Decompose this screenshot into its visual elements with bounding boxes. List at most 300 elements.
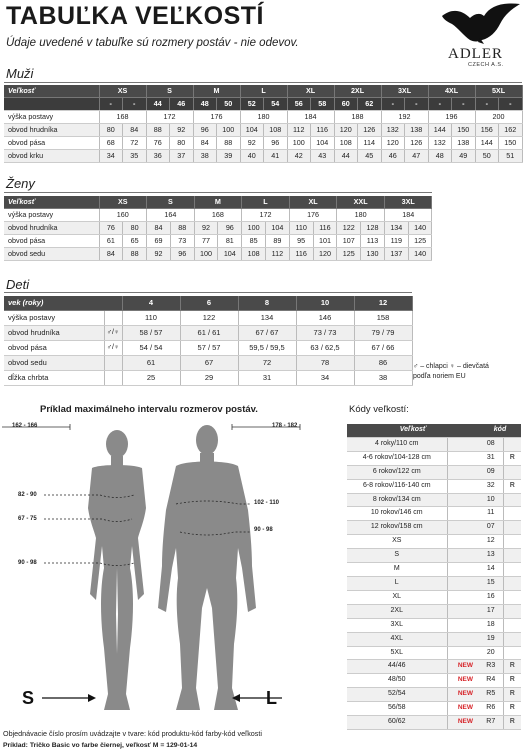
men-measure-cell: 36 [146, 150, 170, 163]
kids-measure-cell: 73 / 73 [296, 326, 354, 341]
new-empty [447, 549, 479, 563]
new-empty [447, 604, 479, 618]
code-value-cell: 17 [479, 604, 503, 618]
men-height-row [4, 111, 522, 124]
logo-sub: CZECH A.S. [468, 62, 504, 68]
men-height-cell: 168 [99, 111, 146, 124]
kids-measure-cell: 31 [238, 371, 296, 386]
code-value-cell: R5 [479, 688, 503, 702]
mark-empty [503, 437, 521, 451]
mark-empty [503, 590, 521, 604]
men-measure-cell: 150 [452, 124, 476, 137]
men-eu-size-cell: 58 [311, 98, 335, 111]
men-size-3XL: 3XL [381, 85, 428, 98]
women-measure-cell: 119 [384, 235, 408, 248]
code-size-cell: 6 rokov/122 cm [347, 465, 447, 479]
girl-icon: ♀ [449, 363, 456, 370]
men-height-cell: 184 [287, 111, 334, 124]
men-size-2XL: 2XL [334, 85, 381, 98]
men-measure-cell: 104 [240, 124, 264, 137]
code-size-cell: 52/54 [347, 688, 447, 702]
codes-header-row [347, 424, 521, 437]
women-measure-cell: 108 [242, 248, 266, 261]
new-empty [447, 493, 479, 507]
new-empty [447, 590, 479, 604]
kids-measure-cell: 67 [180, 356, 238, 371]
new-empty [447, 465, 479, 479]
women-measure-label: obvod sedu [4, 248, 99, 261]
men-divider [4, 82, 522, 83]
women-measure-label: obvod hrudníka [4, 222, 99, 235]
men-size-header-row [4, 85, 522, 98]
code-size-cell: 6-8 rokov/116-140 cm [347, 479, 447, 493]
women-height-cell: 180 [337, 209, 385, 222]
kids-measure-label: dĺžka chrbta [4, 371, 104, 386]
men-measure-label: obvod krku [4, 150, 99, 163]
kids-measure-cell: 86 [354, 356, 412, 371]
men-eu-size-cell: 48 [193, 98, 217, 111]
women-measure-cell: 73 [170, 235, 194, 248]
men-eu-size-cell: - [452, 98, 476, 111]
women-measure-cell: 122 [337, 222, 361, 235]
men-measure-row [4, 124, 522, 137]
women-measure-cell: 137 [384, 248, 408, 261]
size-codes-table [347, 424, 521, 730]
men-measure-cell: 80 [99, 124, 123, 137]
boy-girl-icon: ♂/♀ [104, 326, 122, 341]
men-measure-cell: 44 [334, 150, 358, 163]
code-value-cell: R6 [479, 702, 503, 716]
men-measure-cell: 144 [475, 137, 499, 150]
men-measure-cell: 132 [428, 137, 452, 150]
kids-measure-cell: 63 / 62,5 [296, 341, 354, 356]
men-eu-size-cell: 60 [334, 98, 358, 111]
men-measure-cell: 138 [452, 137, 476, 150]
adler-logo [440, 2, 522, 72]
women-measure-cell: 101 [313, 235, 337, 248]
new-empty [447, 535, 479, 549]
women-size-M: M [194, 196, 242, 209]
kids-age-4: 4 [122, 296, 180, 311]
men-eu-size-cell: - [428, 98, 452, 111]
woman-hips-label: 90 - 98 [18, 560, 37, 566]
code-size-cell: 5XL [347, 646, 447, 660]
code-value-cell: R7 [479, 716, 503, 730]
kids-measure-cell: 67 / 67 [238, 326, 296, 341]
men-eu-size-cell: - [475, 98, 499, 111]
code-value-cell: R3 [479, 660, 503, 674]
size-l-label: L [266, 688, 277, 708]
women-measure-cell: 104 [218, 248, 242, 261]
new-empty [447, 507, 479, 521]
men-eu-size-cell: 50 [217, 98, 241, 111]
mark-empty [503, 618, 521, 632]
women-measure-cell: 88 [123, 248, 147, 261]
men-eu-size-cell: - [99, 98, 123, 111]
men-measure-cell: 116 [311, 124, 335, 137]
men-measure-cell: 50 [475, 150, 499, 163]
code-size-cell: 3XL [347, 618, 447, 632]
men-measure-cell: 80 [170, 137, 194, 150]
kids-measure-cell: 122 [180, 311, 238, 326]
men-measure-cell: 68 [99, 137, 123, 150]
code-value-cell: 13 [479, 549, 503, 563]
code-value-cell: 20 [479, 646, 503, 660]
men-size-XL: XL [287, 85, 334, 98]
code-value-cell: 32 [479, 479, 503, 493]
men-measure-label: obvod hrudníka [4, 124, 99, 137]
kids-measure-cell: 61 [122, 356, 180, 371]
women-section-title: Ženy [6, 176, 35, 191]
code-row [347, 702, 521, 716]
code-row [347, 576, 521, 590]
women-measure-cell: 125 [337, 248, 361, 261]
men-measure-cell: 100 [217, 124, 241, 137]
women-size-S: S [147, 196, 195, 209]
men-measure-cell: 41 [264, 150, 288, 163]
men-size-5XL: 5XL [475, 85, 522, 98]
women-measure-cell: 120 [313, 248, 337, 261]
kids-age-8: 8 [238, 296, 296, 311]
order-note: Objednávacie číslo prosím uvádzajte v tvare: kód produktu-kód farby-kód veľkosti [3, 729, 262, 738]
code-value-cell: 15 [479, 576, 503, 590]
kids-corner-cell: vek (roky) [4, 296, 122, 311]
women-height-cell: 160 [99, 209, 147, 222]
new-badge: NEW [447, 674, 479, 688]
men-measure-cell: 49 [452, 150, 476, 163]
women-height-cell: 172 [242, 209, 290, 222]
code-row [347, 604, 521, 618]
new-empty [447, 646, 479, 660]
kids-measure-cell: 67 / 66 [354, 341, 412, 356]
kids-measure-row [4, 371, 412, 386]
code-row [347, 688, 521, 702]
code-row [347, 535, 521, 549]
man-height-label: 178 - 182 [272, 423, 298, 429]
men-height-cell: 188 [334, 111, 381, 124]
women-measure-cell: 130 [361, 248, 385, 261]
men-measure-cell: 88 [146, 124, 170, 137]
code-value-cell: 19 [479, 632, 503, 646]
range-icon: R [503, 688, 521, 702]
kids-divider [4, 292, 412, 293]
men-eu-size-cell: 62 [358, 98, 382, 111]
men-measure-row [4, 150, 522, 163]
mark-empty [503, 507, 521, 521]
range-icon: R [503, 660, 521, 674]
code-size-cell: M [347, 563, 447, 577]
legend-boys: – chlapci [420, 363, 448, 370]
mark-empty [503, 465, 521, 479]
code-value-cell: 12 [479, 535, 503, 549]
woman-waist-label: 67 - 75 [18, 516, 37, 522]
women-height-row [4, 209, 432, 222]
code-row [347, 521, 521, 535]
kids-measure-cell: 61 / 61 [180, 326, 238, 341]
women-measure-cell: 112 [265, 248, 289, 261]
code-row [347, 507, 521, 521]
men-measure-cell: 39 [217, 150, 241, 163]
mark-empty [503, 549, 521, 563]
kids-measure-cell: 29 [180, 371, 238, 386]
men-eu-size-cell: 52 [240, 98, 264, 111]
men-height-cell: 176 [193, 111, 240, 124]
logo-name: ADLER [448, 46, 503, 62]
men-eu-size-cell: - [123, 98, 147, 111]
body-figures [0, 418, 345, 730]
men-measure-cell: 112 [287, 124, 311, 137]
codes-title: Kódy veľkostí: [349, 404, 409, 415]
women-measure-cell: 89 [265, 235, 289, 248]
men-measure-row [4, 137, 522, 150]
code-value-cell: 10 [479, 493, 503, 507]
women-measure-cell: 116 [289, 248, 313, 261]
men-size-4XL: 4XL [428, 85, 475, 98]
kids-section-title: Deti [6, 277, 30, 292]
men-measure-cell: 45 [358, 150, 382, 163]
men-measure-cell: 156 [475, 124, 499, 137]
empty-icon-cell [104, 371, 122, 386]
men-measure-cell: 92 [170, 124, 194, 137]
men-measure-cell: 84 [193, 137, 217, 150]
men-measure-cell: 144 [428, 124, 452, 137]
men-measure-cell: 72 [123, 137, 147, 150]
women-height-label: výška postavy [4, 209, 99, 222]
men-measure-cell: 126 [358, 124, 382, 137]
code-value-cell: 31 [479, 451, 503, 465]
code-size-cell: 44/46 [347, 660, 447, 674]
men-measure-cell: 138 [405, 124, 429, 137]
code-size-cell: 10 rokov/146 cm [347, 507, 447, 521]
mark-empty [503, 535, 521, 549]
man-figure [158, 425, 256, 710]
page-subtitle: Údaje uvedené v tabuľke sú rozmery postáv - nie odevov. [6, 37, 299, 49]
code-value-cell: 09 [479, 465, 503, 479]
mark-empty [503, 646, 521, 660]
code-row [347, 674, 521, 688]
kids-measure-cell: 72 [238, 356, 296, 371]
code-value-cell: 14 [479, 563, 503, 577]
code-row [347, 479, 521, 493]
codes-size-header: Veľkosť [347, 424, 479, 437]
women-size-XXL: XXL [337, 196, 385, 209]
women-measure-cell: 104 [265, 222, 289, 235]
kids-measure-label: obvod pása [4, 341, 104, 356]
men-measure-cell: 51 [499, 150, 523, 163]
women-measure-cell: 128 [361, 222, 385, 235]
men-measure-cell: 104 [311, 137, 335, 150]
men-size-S: S [146, 85, 193, 98]
code-row [347, 563, 521, 577]
code-size-cell: XL [347, 590, 447, 604]
women-measure-cell: 81 [218, 235, 242, 248]
boy-girl-icon: ♂/♀ [104, 341, 122, 356]
women-measure-cell: 96 [170, 248, 194, 261]
women-measure-row [4, 248, 432, 261]
kids-size-table [4, 296, 413, 386]
men-measure-cell: 37 [170, 150, 194, 163]
gender-legend [413, 362, 489, 382]
kids-age-12: 12 [354, 296, 412, 311]
men-eu-size-cell: - [405, 98, 429, 111]
men-measure-cell: 88 [217, 137, 241, 150]
code-value-cell: R4 [479, 674, 503, 688]
women-measure-cell: 140 [408, 222, 432, 235]
kids-measure-cell: 34 [296, 371, 354, 386]
new-badge: NEW [447, 688, 479, 702]
code-row [347, 716, 521, 730]
kids-measure-cell: 79 / 79 [354, 326, 412, 341]
men-measure-cell: 43 [311, 150, 335, 163]
women-measure-cell: 116 [313, 222, 337, 235]
women-measure-cell: 88 [170, 222, 194, 235]
mark-empty [503, 576, 521, 590]
kids-measure-cell: 58 / 57 [122, 326, 180, 341]
women-measure-row [4, 222, 432, 235]
women-height-cell: 184 [384, 209, 432, 222]
kids-measure-cell: 57 / 57 [180, 341, 238, 356]
code-size-cell: XS [347, 535, 447, 549]
code-size-cell: 48/50 [347, 674, 447, 688]
kids-age-6: 6 [180, 296, 238, 311]
women-height-cell: 164 [147, 209, 195, 222]
men-height-cell: 196 [428, 111, 475, 124]
men-corner-cell: Veľkosť [4, 85, 99, 98]
women-divider [4, 192, 432, 193]
code-size-cell: 56/58 [347, 702, 447, 716]
men-height-cell: 180 [240, 111, 287, 124]
legend-girls: – dievčatá [457, 363, 489, 370]
men-eu-size-row [4, 98, 522, 111]
men-measure-cell: 92 [240, 137, 264, 150]
new-badge: NEW [447, 702, 479, 716]
kids-measure-label: obvod hrudníka [4, 326, 104, 341]
mark-empty [503, 604, 521, 618]
men-height-label: výška postavy [4, 111, 99, 124]
code-row [347, 590, 521, 604]
kids-measure-label: výška postavy [4, 311, 104, 326]
mark-empty [503, 563, 521, 577]
women-measure-cell: 69 [147, 235, 171, 248]
women-measure-cell: 84 [99, 248, 123, 261]
women-measure-cell: 92 [147, 248, 171, 261]
eagle-icon [440, 2, 522, 46]
code-row [347, 451, 521, 465]
women-measure-cell: 84 [147, 222, 171, 235]
new-empty [447, 451, 479, 465]
women-measure-cell: 96 [218, 222, 242, 235]
men-measure-cell: 132 [381, 124, 405, 137]
codes-code-header: kód [479, 424, 521, 437]
men-measure-cell: 120 [334, 124, 358, 137]
mark-empty [503, 493, 521, 507]
men-size-L: L [240, 85, 287, 98]
men-height-cell: 192 [381, 111, 428, 124]
kids-age-10: 10 [296, 296, 354, 311]
women-measure-cell: 107 [337, 235, 361, 248]
man-waist-label: 90 - 98 [254, 527, 273, 533]
women-measure-row [4, 235, 432, 248]
women-measure-label: obvod pása [4, 235, 99, 248]
code-row [347, 465, 521, 479]
kids-measure-label: obvod sedu [4, 356, 104, 371]
kids-measure-row [4, 326, 412, 341]
men-measure-cell: 38 [193, 150, 217, 163]
code-row [347, 660, 521, 674]
men-eu-size-cell: - [499, 98, 523, 111]
men-height-cell: 200 [475, 111, 522, 124]
men-measure-cell: 96 [264, 137, 288, 150]
legend-norm: podľa noriem EU [413, 373, 466, 380]
women-measure-cell: 140 [408, 248, 432, 261]
code-size-cell: S [347, 549, 447, 563]
kids-measure-cell: 54 / 54 [122, 341, 180, 356]
kids-measure-cell: 158 [354, 311, 412, 326]
woman-height-label: 162 - 166 [12, 423, 38, 429]
women-size-3XL: 3XL [384, 196, 432, 209]
size-s-label: S [22, 688, 35, 708]
women-measure-cell: 125 [408, 235, 432, 248]
women-height-cell: 176 [289, 209, 337, 222]
new-badge: NEW [447, 660, 479, 674]
range-icon: R [503, 479, 521, 493]
men-measure-cell: 108 [334, 137, 358, 150]
women-measure-cell: 85 [242, 235, 266, 248]
men-size-table [4, 85, 523, 163]
women-size-L: L [242, 196, 290, 209]
men-measure-cell: 35 [123, 150, 147, 163]
women-measure-cell: 110 [289, 222, 313, 235]
men-measure-label: obvod pása [4, 137, 99, 150]
men-eu-size-cell: - [381, 98, 405, 111]
kids-measure-cell: 38 [354, 371, 412, 386]
women-size-table [4, 196, 432, 261]
code-size-cell: 60/62 [347, 716, 447, 730]
women-corner-cell: Veľkosť [4, 196, 99, 209]
women-measure-cell: 77 [194, 235, 218, 248]
code-row [347, 549, 521, 563]
men-size-XS: XS [99, 85, 146, 98]
kids-measure-cell: 146 [296, 311, 354, 326]
man-chest-label: 102 - 110 [254, 500, 280, 506]
kids-measure-cell: 110 [122, 311, 180, 326]
empty-icon-cell [104, 356, 122, 371]
kids-measure-cell: 25 [122, 371, 180, 386]
code-size-cell: L [347, 576, 447, 590]
order-example: Príklad: Tričko Basic vo farbe čiernej, veľkosť M = 129-01-14 [3, 742, 198, 749]
new-empty [447, 521, 479, 535]
men-eu-corner [4, 98, 99, 111]
new-empty [447, 632, 479, 646]
men-measure-cell: 76 [146, 137, 170, 150]
men-measure-cell: 42 [287, 150, 311, 163]
women-measure-cell: 65 [123, 235, 147, 248]
new-badge: NEW [447, 716, 479, 730]
code-size-cell: 12 rokov/158 cm [347, 521, 447, 535]
code-size-cell: 4 roky/110 cm [347, 437, 447, 451]
women-size-XS: XS [99, 196, 147, 209]
women-size-XL: XL [289, 196, 337, 209]
men-measure-cell: 114 [358, 137, 382, 150]
new-empty [447, 437, 479, 451]
women-measure-cell: 113 [361, 235, 385, 248]
men-measure-cell: 120 [381, 137, 405, 150]
range-icon: R [503, 702, 521, 716]
new-empty [447, 618, 479, 632]
kids-measure-cell: 134 [238, 311, 296, 326]
code-size-cell: 4XL [347, 632, 447, 646]
men-measure-cell: 162 [499, 124, 523, 137]
